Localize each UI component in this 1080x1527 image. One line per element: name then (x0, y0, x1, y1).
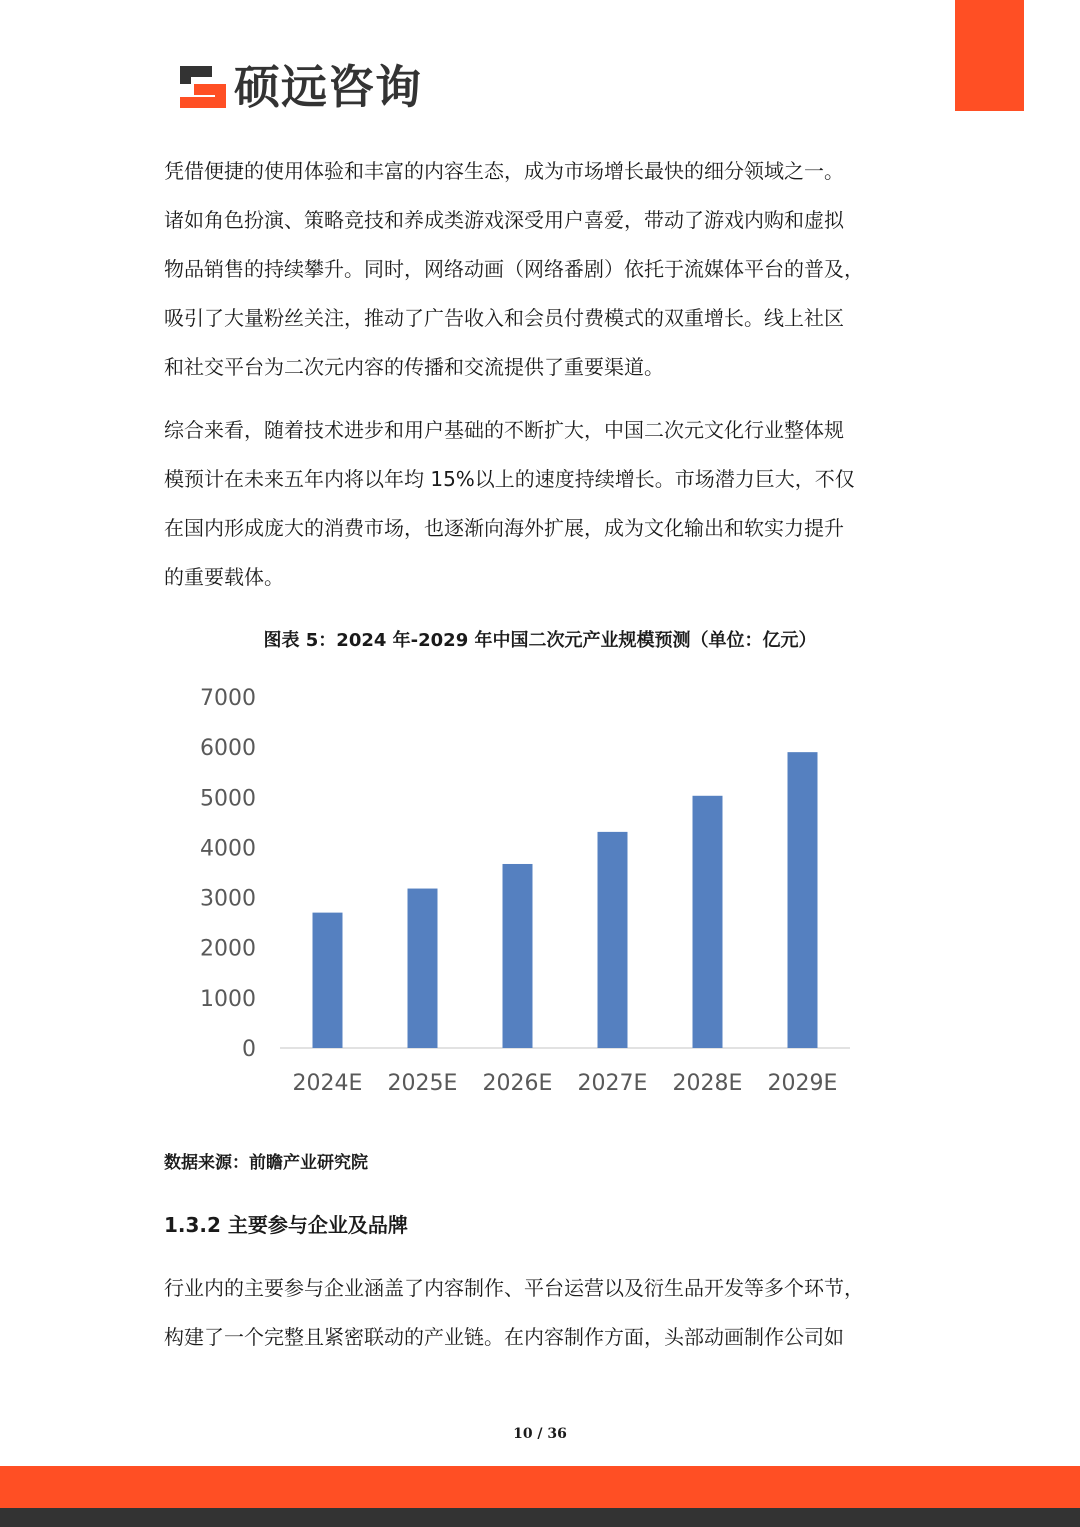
paragraph-line: 诸如角色扮演、策略竞技和养成类游戏深受用户喜爱，带动了游戏内购和虚拟 (164, 208, 844, 232)
x-tick-label: 2026E (482, 1071, 553, 1096)
page-number: 10 / 36 (513, 1426, 567, 1442)
x-tick-label: 2027E (577, 1071, 648, 1096)
bar-2027E (598, 832, 628, 1048)
bar-2026E (503, 864, 533, 1048)
bar-2024E (313, 913, 343, 1048)
y-tick-label: 7000 (200, 686, 256, 711)
paragraph-line: 的重要载体。 (164, 565, 284, 589)
intro-paragraph (164, 147, 924, 392)
y-tick-label: 6000 (200, 736, 256, 762)
footer-dark-bar (0, 1508, 1080, 1527)
x-tick-label: 2029E (767, 1071, 838, 1096)
paragraph-line: 在国内形成庞大的消费市场，也逐渐向海外扩展，成为文化输出和软实力提升 (164, 516, 844, 540)
paragraph-line: 吸引了大量粉丝关注，推动了广告收入和会员付费模式的双重增长。线上社区 (164, 306, 844, 330)
chart-caption: 图表 5：2024 年-2029 年中国二次元产业规模预测（单位：亿元） (263, 630, 817, 651)
summary-paragraph (164, 406, 924, 602)
section-paragraph (164, 1264, 924, 1362)
y-tick-label: 3000 (200, 886, 256, 912)
bar-2029E (788, 752, 818, 1048)
paragraph-line: 行业内的主要参与企业涵盖了内容制作、平台运营以及衍生品开发等多个环节， (164, 1276, 864, 1300)
x-tick-label: 2024E (292, 1071, 363, 1096)
brand-s-logo-icon (178, 62, 228, 112)
y-tick-label: 0 (242, 1037, 256, 1062)
y-tick-label: 4000 (200, 836, 256, 862)
paragraph-line: 和社交平台为二次元内容的传播和交流提供了重要渠道。 (164, 355, 664, 379)
x-tick-label: 2025E (387, 1071, 458, 1096)
y-tick-label: 5000 (200, 786, 256, 812)
paragraph-line: 物品销售的持续攀升。同时，网络动画（网络番剧）依托于流媒体平台的普及， (164, 257, 864, 281)
paragraph-line: 凭借便捷的使用体验和丰富的内容生态，成为市场增长最快的细分领域之一。 (164, 159, 844, 183)
paragraph-line: 模预计在未来五年内将以年均 15%以上的速度持续增长。市场潜力巨大，不仅 (164, 467, 855, 491)
section-heading: 1.3.2 主要参与企业及品牌 (164, 1213, 408, 1237)
footer-accent-bar (0, 1466, 1080, 1508)
y-tick-label: 2000 (200, 936, 256, 962)
bar-2028E (693, 796, 723, 1048)
brand-name: 硕远咨询 (234, 60, 422, 114)
x-tick-label: 2028E (672, 1071, 743, 1096)
paragraph-line: 综合来看，随着技术进步和用户基础的不断扩大，中国二次元文化行业整体规 (164, 418, 844, 442)
bar-chart (190, 672, 870, 1112)
data-source-label: 数据来源：前瞻产业研究院 (164, 1153, 368, 1173)
header-corner-accent (955, 0, 1024, 111)
y-tick-label: 1000 (200, 986, 256, 1012)
paragraph-line: 构建了一个完整且紧密联动的产业链。在内容制作方面，头部动画制作公司如 (164, 1325, 844, 1349)
bar-2025E (408, 889, 438, 1048)
brand-logo (178, 60, 422, 114)
